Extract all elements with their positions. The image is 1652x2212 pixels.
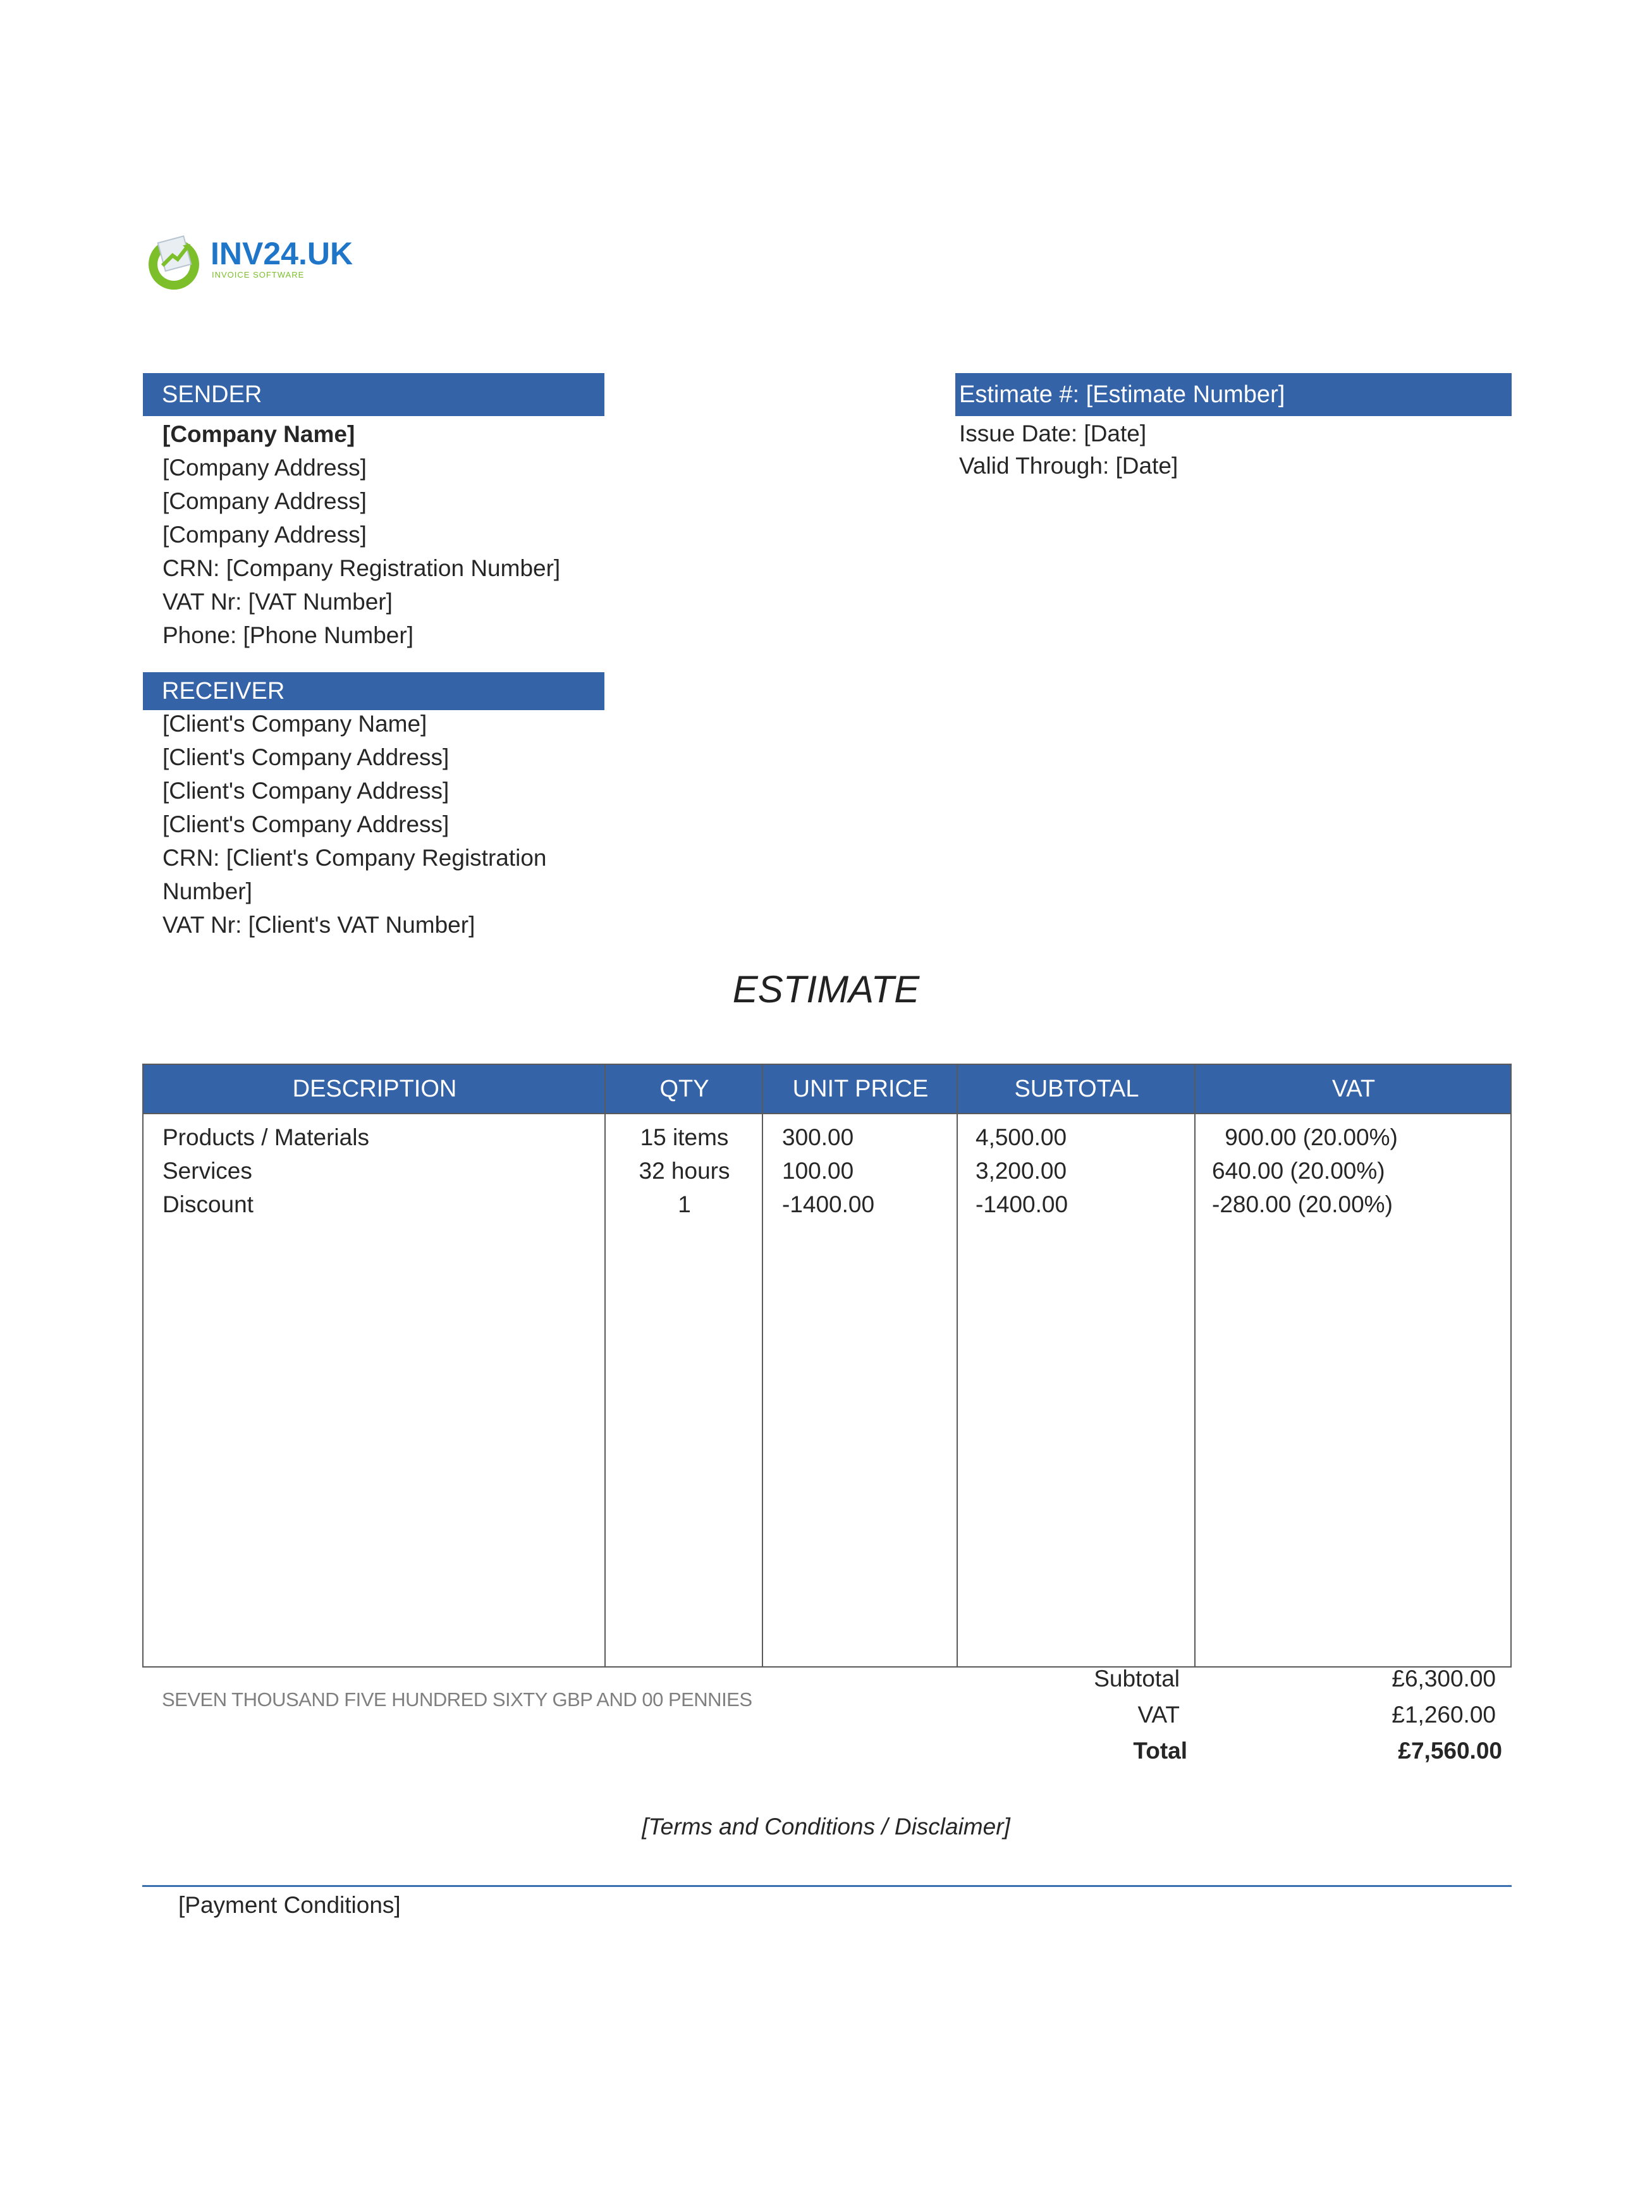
header-qty: QTY — [659, 1076, 709, 1102]
receiver-heading: RECEIVER — [143, 672, 604, 710]
footer-divider — [142, 1885, 1512, 1887]
header-description: DESCRIPTION — [292, 1076, 457, 1102]
logo-tagline: INVOICE SOFTWARE — [212, 270, 305, 280]
row-qty: 15 items — [640, 1124, 729, 1150]
subtotal-label: Subtotal — [1094, 1666, 1180, 1692]
row-description: Products / Materials — [162, 1124, 369, 1150]
receiver-crn-cont: Number] — [162, 878, 252, 904]
receiver-address-line: [Client's Company Address] — [162, 811, 450, 837]
header-subtotal: SUBTOTAL — [1014, 1076, 1139, 1102]
sender-phone: Phone: [Phone Number] — [162, 622, 413, 648]
line-items-table — [142, 1064, 1512, 1668]
row-subtotal: 3,200.00 — [976, 1158, 1067, 1184]
receiver-vat: VAT Nr: [Client's VAT Number] — [162, 912, 475, 938]
column-divider — [1194, 1065, 1196, 1666]
row-subtotal: -1400.00 — [976, 1191, 1068, 1217]
receiver-address-line: [Client's Company Address] — [162, 778, 450, 804]
row-subtotal: 4,500.00 — [976, 1124, 1067, 1150]
receiver-details — [162, 707, 547, 942]
header-unit-price: UNIT PRICE — [792, 1076, 929, 1102]
valid-through: Valid Through: [Date] — [959, 453, 1178, 479]
row-vat: 900.00 (20.00%) — [1218, 1124, 1398, 1150]
row-qty: 1 — [678, 1191, 691, 1217]
row-unit-price: -1400.00 — [782, 1191, 875, 1217]
issue-date: Issue Date: [Date] — [959, 421, 1147, 446]
payment-conditions: [Payment Conditions] — [178, 1892, 401, 1918]
table-header — [144, 1065, 1510, 1113]
row-unit-price: 300.00 — [782, 1124, 854, 1150]
logo-brand: INV24.UK — [211, 236, 353, 271]
sender-heading: SENDER — [143, 373, 604, 416]
logo-icon — [142, 228, 205, 291]
receiver-crn: CRN: [Client's Company Registration — [162, 845, 547, 871]
sender-address-line: [Company Address] — [162, 522, 367, 548]
vat-value: £1,260.00 — [1392, 1702, 1496, 1728]
row-qty: 32 hours — [639, 1158, 730, 1184]
estimate-number-heading: Estimate #: [Estimate Number] — [955, 373, 1512, 416]
sender-details — [162, 417, 560, 652]
amount-in-words: SEVEN THOUSAND FIVE HUNDRED SIXTY GBP AND 00 PENNIES — [162, 1688, 752, 1711]
receiver-company-name: [Client's Company Name] — [162, 711, 427, 737]
subtotal-value: £6,300.00 — [1392, 1666, 1496, 1692]
total-value: £7,560.00 — [1398, 1738, 1502, 1764]
total-label: Total — [1133, 1738, 1187, 1764]
sender-address-line: [Company Address] — [162, 488, 367, 514]
sender-address-line: [Company Address] — [162, 455, 367, 481]
row-vat: -280.00 (20.00%) — [1212, 1191, 1393, 1217]
row-vat: 640.00 (20.00%) — [1212, 1158, 1385, 1184]
header-divider — [144, 1113, 1510, 1114]
header-vat: VAT — [1331, 1076, 1376, 1102]
row-description: Services — [162, 1158, 252, 1184]
sender-company-name: [Company Name] — [162, 421, 355, 447]
vat-label: VAT — [1137, 1702, 1180, 1728]
document-title: ESTIMATE — [732, 968, 920, 1011]
terms-and-conditions: [Terms and Conditions / Disclaimer] — [642, 1814, 1010, 1840]
row-description: Discount — [162, 1191, 254, 1217]
row-unit-price: 100.00 — [782, 1158, 854, 1184]
sender-crn: CRN: [Company Registration Number] — [162, 555, 561, 581]
column-divider — [957, 1065, 958, 1666]
sender-vat: VAT Nr: [VAT Number] — [162, 589, 393, 615]
receiver-address-line: [Client's Company Address] — [162, 744, 450, 770]
estimate-dates — [959, 417, 1178, 482]
